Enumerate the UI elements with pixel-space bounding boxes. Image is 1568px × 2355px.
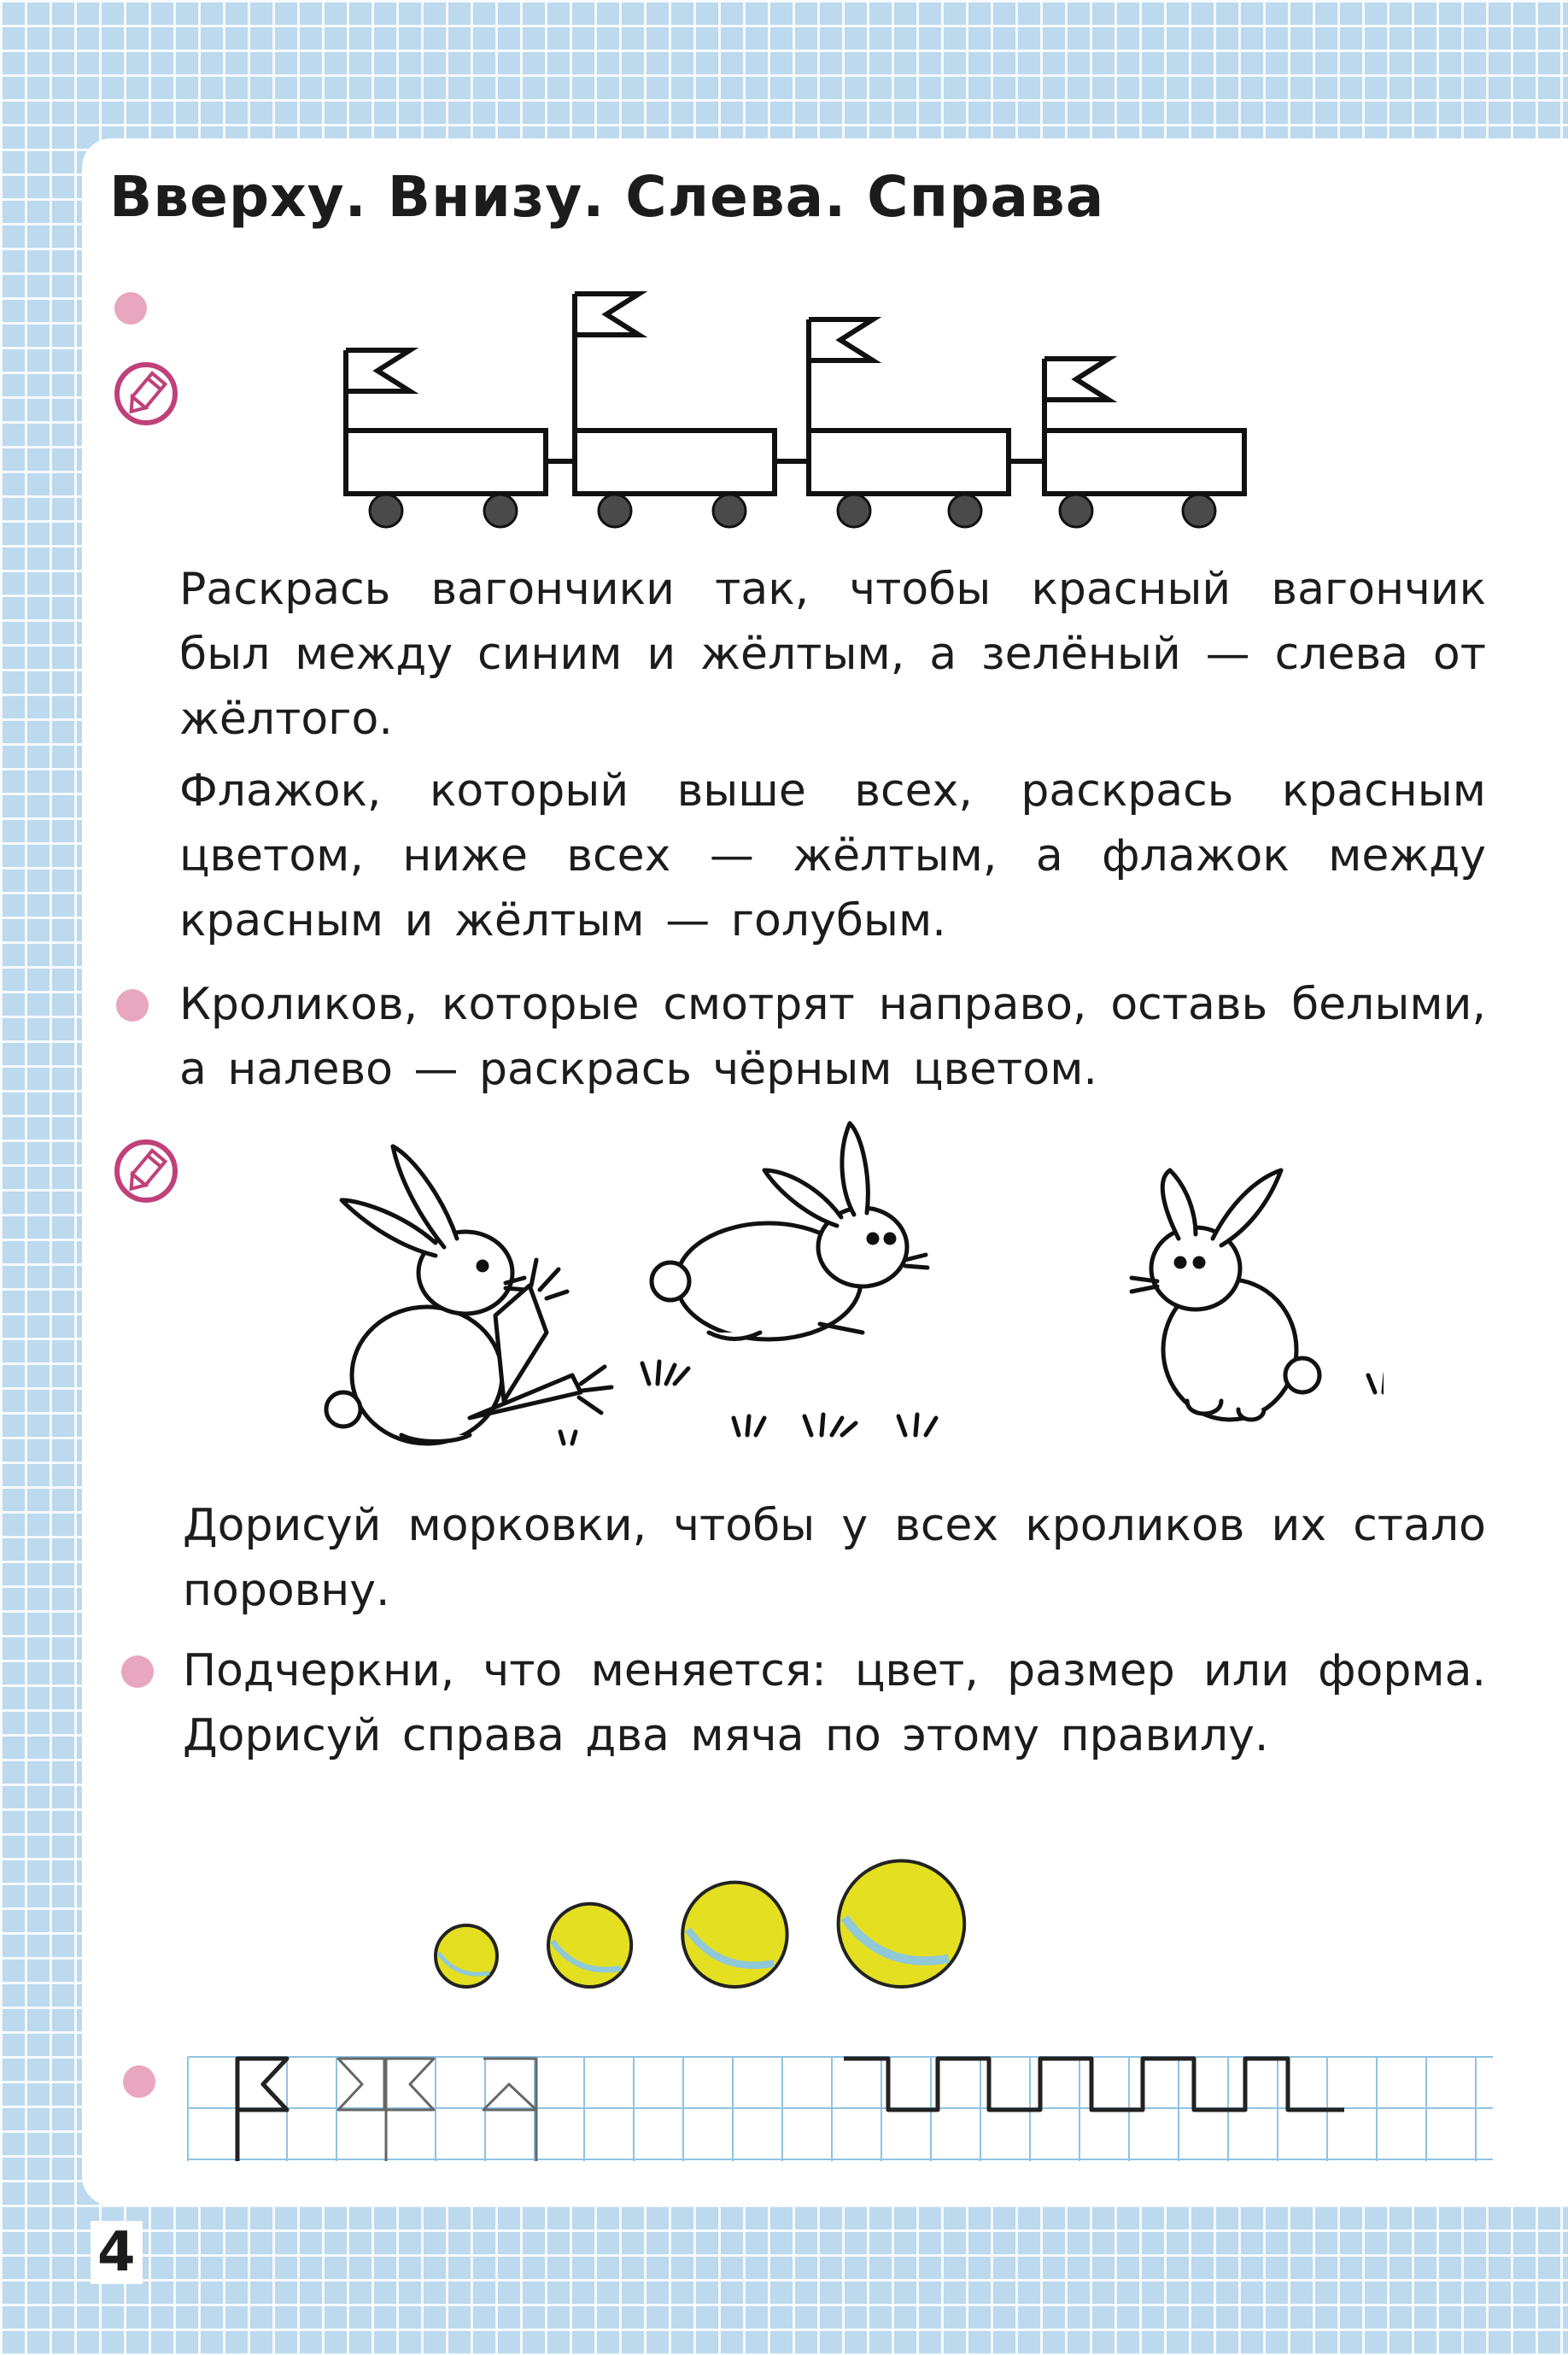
page-title: Вверху. Внизу. Слева. Справа xyxy=(109,164,1105,230)
ball-1 xyxy=(436,1925,497,1987)
task-bullet xyxy=(114,292,147,325)
rabbit-right xyxy=(1132,1170,1319,1420)
task-bullet xyxy=(123,2065,155,2098)
pattern-grid xyxy=(186,2055,1501,2166)
wagon-4 xyxy=(1044,359,1244,494)
page-number: 4 xyxy=(91,2221,143,2284)
pencil-icon xyxy=(113,360,179,427)
ball-4 xyxy=(839,1860,965,1987)
task1-instruction: Раскрась вагончики так, чтобы красный вагончик был между синим и жёлтым, а зелёный — слева от жёлтого. xyxy=(179,564,1486,745)
task3-instruction: Подчеркни, что меняется: цвет, размер или форма. Дорисуй справа два мяча по этому правилу. xyxy=(183,1645,1486,1761)
ball-3 xyxy=(682,1883,787,1987)
task2-instruction: Кроликов, которые смотрят направо, оставь белыми, а налево — раскрась чёрным цветом. xyxy=(179,979,1486,1095)
task1-instruction-flags: Флажок, который выше всех, раскрась красным цветом, ниже всех — жёлтым, а флажок между красным и жёлтым — голубым. xyxy=(179,765,1486,946)
task-bullet xyxy=(116,989,149,1022)
rabbits-illustration xyxy=(307,1119,1384,1478)
wagon-1 xyxy=(346,350,546,494)
wagon-2 xyxy=(575,294,775,494)
task2-instruction-carrots: Дорисуй морковки, чтобы у всех кроликов их стало поровну. xyxy=(183,1500,1486,1616)
train-illustration xyxy=(325,282,1247,538)
rabbit-left xyxy=(326,1146,611,1444)
rabbit-middle xyxy=(652,1123,927,1339)
wagon-3 xyxy=(809,319,1009,494)
balls-illustration xyxy=(410,1854,1025,1999)
pencil-icon xyxy=(113,1138,179,1204)
task-bullet xyxy=(121,1655,154,1688)
wheels xyxy=(370,495,1215,527)
ball-2 xyxy=(548,1904,631,1987)
